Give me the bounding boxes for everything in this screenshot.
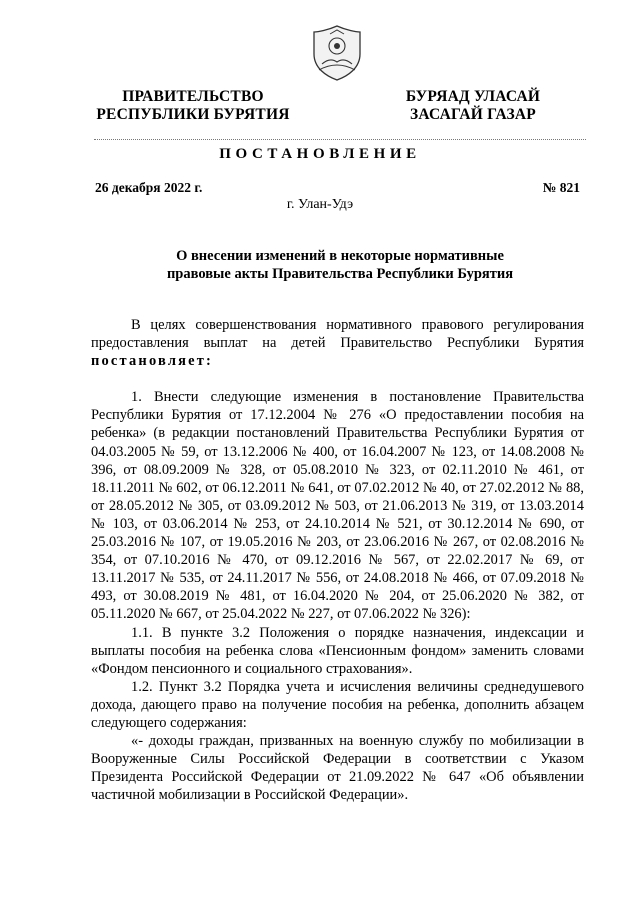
header-divider (94, 139, 586, 140)
government-name-buryat (388, 88, 558, 124)
preamble-paragraph (91, 316, 584, 370)
document-number: № 821 (542, 180, 580, 195)
government-name-line1: ПРАВИТЕЛЬСТВО (122, 88, 264, 105)
government-name-buryat-line2: ЗАСАГАЙ ГАЗАР (410, 106, 536, 123)
document-date: 26 декабря 2022 г. (95, 180, 203, 195)
item-1-1-paragraph: 1.1. В пункте 3.2 Положения о порядке назначения, индексации и выплаты пособия на ребенка слова «Пенсионным фондом» заменить словами «Фондом пенсионного и социального страхования». (91, 624, 584, 677)
preamble-text: В целях совершенствования нормативного правового регулирования предоставления выплат на детей Правительство Республики Бурятия (91, 317, 584, 352)
resolves-word: постановляет: (91, 353, 214, 370)
coat-of-arms-icon (310, 24, 364, 82)
government-name-buryat-line1: БУРЯАД УЛАСАЙ (405, 88, 541, 105)
government-name-line2: РЕСПУБЛИКИ БУРЯТИЯ (96, 106, 290, 123)
document-title-line2: правовые акты Правительства Республики Бурятия (166, 266, 514, 282)
document-title-line1: О внесении изменений в некоторые нормативные (176, 248, 504, 264)
item-1-2-paragraph: 1.2. Пункт 3.2 Порядка учета и исчисления величины среднедушевого дохода, дающего право на получение пособия на ребенка, дополнить абзацем следующего содержания: (91, 678, 584, 731)
government-name-russian (88, 88, 298, 124)
document-body (91, 316, 584, 804)
document-city: г. Улан-Удэ (286, 197, 354, 212)
document-type: ПОСТАНОВЛЕНИЕ (219, 146, 421, 162)
quote-paragraph: «- доходы граждан, призванных на военную службу по мобилизации в Вооруженные Силы Российской Федерации в соответствии с Указом Президента Российской Федерации от 21.09.2022 № 647 «Об объявлении частичной мобилизации в Российской Федерации». (91, 733, 584, 804)
item-1-paragraph: 1. Внести следующие изменения в постановление Правительства Республики Бурятия от 17.12.2004 № 276 «О предоставлении пособия на ребенка» (в редакции постановлений Правительства Республики Бурятия от 04.03.2005 № 59, от 13.12.2006 № 400, от 16.04.2007 № 123, от 14.08.2008 № 396, от 08.09.2009 № 328, от 05.08.2010 № 323, от 02.11.2010 № 461, от 18.11.2011 № 602, от 06.12.2011 № 641, от 07.02.2012 № 40, от 27.02.2012 № 88, от 28.05.2012 № 305, от 03.09.2012 № 503, от 21.06.2013 № 319, от 13.03.2014 № 103, от 03.06.2014 № 253, от 24.10.2014 № 521, от 30.12.2014 № 690, от 25.03.2016 № 107, от 19.05.2016 № 203, от 23.06.2016 № 267, от 02.08.2016 № 354, от 07.10.2016 № 470, от 09.12.2016 № 567, от 22.02.2017 № 69, от 13.11.2017 № 535, от 24.11.2017 № 556, от 24.08.2018 № 466, от 07.09.2018 № 493, от 30.08.2019 № 481, от 16.04.2020 № 204, от 25.06.2020 № 382, от 05.11.2020 № 667, от 25.04.2022 № 227, от 07.06.2022 № 326): (91, 389, 584, 623)
document-title (120, 247, 560, 283)
